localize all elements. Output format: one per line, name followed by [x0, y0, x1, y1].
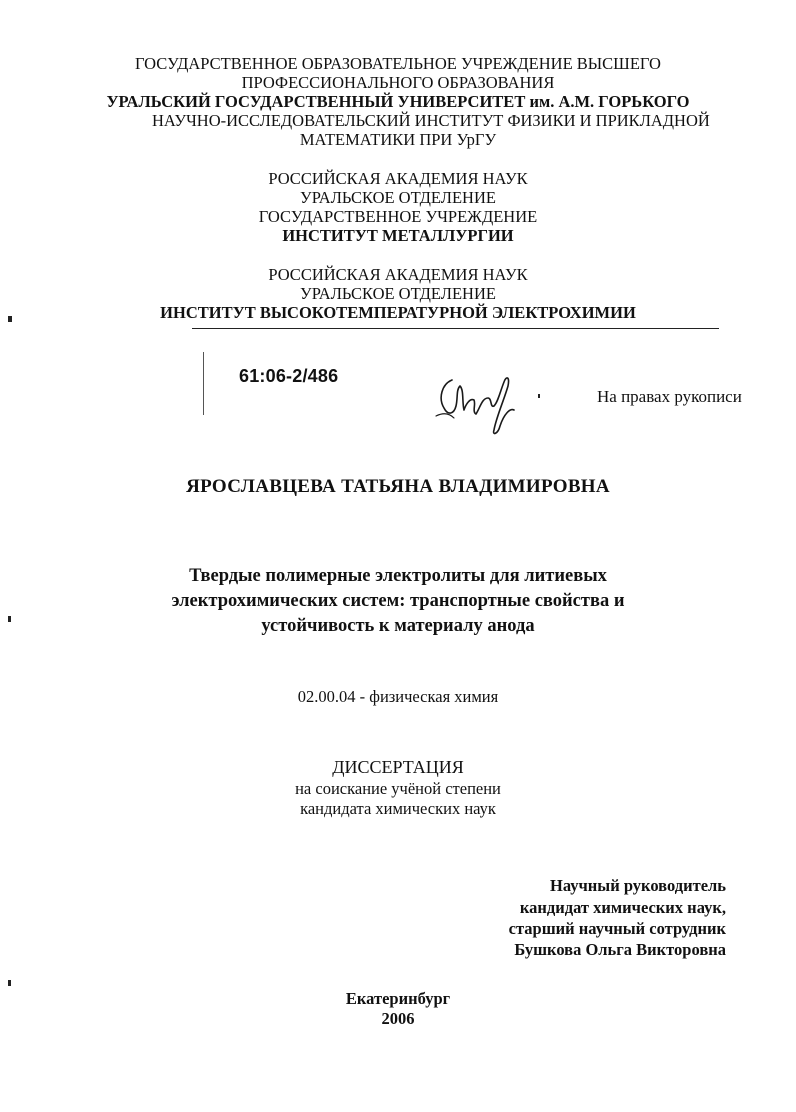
- header-divider: [192, 328, 719, 329]
- thesis-title-line-2: электрохимических систем: транспортные свойства и: [171, 591, 625, 611]
- year: 2006: [381, 1009, 415, 1028]
- metallurgy-state-institution: ГОСУДАРСТВЕННОЕ УЧРЕЖДЕНИЕ: [258, 207, 538, 226]
- scan-mark: [8, 616, 11, 622]
- specialty-code: 02.00.04 - физическая химия: [297, 687, 499, 706]
- metallurgy-branch: УРАЛЬСКОЕ ОТДЕЛЕНИЕ: [300, 188, 496, 207]
- dissertation-degree-line-2: кандидата химических наук: [300, 799, 496, 818]
- university-name: УРАЛЬСКИЙ ГОСУДАРСТВЕННЫЙ УНИВЕРСИТЕТ им. А.М. ГОРЬКОГО: [106, 92, 690, 111]
- scan-mark: [8, 316, 12, 322]
- stamp-margin-bar: [203, 352, 204, 415]
- thesis-title-line-3: устойчивость к материалу анода: [261, 616, 535, 636]
- metallurgy-academy: РОССИЙСКАЯ АКАДЕМИЯ НАУК: [268, 169, 528, 188]
- city: Екатеринбург: [345, 989, 451, 1008]
- thesis-title-line-1: Твердые полимерные электролиты для литиевых: [189, 566, 607, 586]
- electrochem-institute-name: ИНСТИТУТ ВЫСОКОТЕМПЕРАТУРНОЙ ЭЛЕКТРОХИМИИ: [160, 303, 636, 322]
- electrochem-branch: УРАЛЬСКОЕ ОТДЕЛЕНИЕ: [300, 284, 496, 303]
- metallurgy-institute-name: ИНСТИТУТ МЕТАЛЛУРГИИ: [282, 226, 514, 245]
- supervisor-name: Бушкова Ольга Викторовна: [514, 940, 726, 959]
- scan-mark: [8, 980, 11, 986]
- supervisor-label: Научный руководитель: [550, 876, 726, 895]
- dissertation-heading: ДИССЕРТАЦИЯ: [332, 757, 464, 777]
- institute-physics-line-1: НАУЧНО-ИССЛЕДОВАТЕЛЬСКИЙ ИНСТИТУТ ФИЗИКИ И ПРИКЛАДНОЙ: [152, 111, 710, 130]
- scan-mark: [538, 394, 540, 398]
- library-stamp-code: 61:06-2/486: [239, 366, 339, 386]
- author-name: ЯРОСЛАВЦЕВА ТАТЬЯНА ВЛАДИМИРОВНА: [186, 476, 610, 497]
- author-signature: [434, 368, 534, 438]
- supervisor-position: старший научный сотрудник: [508, 919, 726, 938]
- supervisor-degree: кандидат химических наук,: [519, 898, 726, 917]
- electrochem-academy: РОССИЙСКАЯ АКАДЕМИЯ НАУК: [268, 265, 528, 284]
- institute-physics-line-2: МАТЕМАТИКИ ПРИ УрГУ: [299, 130, 497, 149]
- manuscript-rights-note: На правах рукописи: [597, 387, 742, 406]
- dissertation-degree-line-1: на соискание учёной степени: [295, 779, 501, 798]
- university-line-2: ПРОФЕССИОНАЛЬНОГО ОБРАЗОВАНИЯ: [241, 73, 555, 92]
- university-line-1: ГОСУДАРСТВЕННОЕ ОБРАЗОВАТЕЛЬНОЕ УЧРЕЖДЕНИЕ ВЫСШЕГО: [135, 54, 661, 73]
